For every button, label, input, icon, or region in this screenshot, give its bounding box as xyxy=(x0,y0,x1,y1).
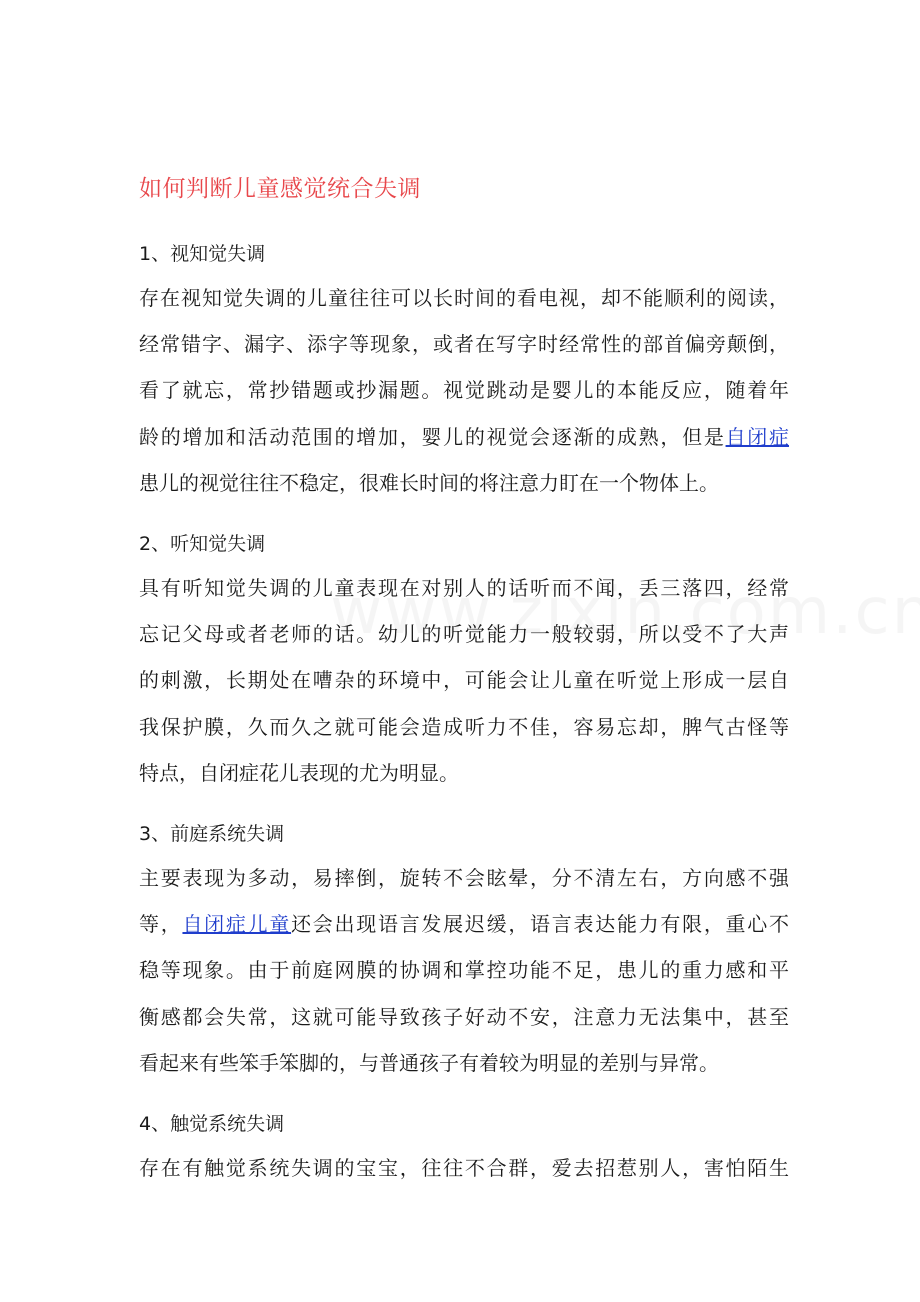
autism-link[interactable]: 自闭症 xyxy=(725,424,790,449)
text-line: 的刺激，长期处在嘈杂的环境中，可能会让儿童在听觉上形成一层自 xyxy=(139,668,789,693)
text-line xyxy=(139,414,789,460)
text-line: 特点，自闭症花儿表现的尤为明显。 xyxy=(139,760,459,785)
section-paragraph xyxy=(139,275,789,506)
text-segment: 龄的增加和活动范围的增加，婴儿的视觉会逐渐的成熟，但是 xyxy=(139,424,726,449)
text-line: 存在有触觉系统失调的宝宝，往往不合群，爱去招惹别人，害怕陌生 xyxy=(139,1156,789,1180)
autistic-children-link[interactable]: 自闭症儿童 xyxy=(182,912,292,937)
section-heading: 4、触觉系统失调 xyxy=(139,1113,285,1135)
text-line: 主要表现为多动，易摔倒，旋转不会眩晕，分不清左右，方向感不强 xyxy=(139,866,789,890)
section-heading: 1、视知觉失调 xyxy=(139,243,266,265)
text-line: 看了就忘，常抄错题或抄漏题。视觉跳动是婴儿的本能反应，随着年 xyxy=(139,378,789,403)
section-paragraph xyxy=(139,565,789,796)
text-line: 稳等现象。由于前庭网膜的协调和掌控功能不足，患儿的重力感和平 xyxy=(139,958,789,983)
text-line: 存在视知觉失调的儿童往往可以长时间的看电视，却不能顺利的阅读， xyxy=(139,286,789,310)
section-paragraph xyxy=(139,1145,789,1191)
text-line: 经常错字、漏字、添字等现象，或者在写字时经常性的部首偏旁颠倒， xyxy=(139,332,789,357)
text-segment: 还会出现语言发展迟缓，语言表达能力有限，重心不 xyxy=(291,912,790,937)
section-heading: 2、听知觉失调 xyxy=(139,533,266,555)
section-heading: 3、前庭系统失调 xyxy=(139,823,285,845)
text-line xyxy=(139,901,789,947)
text-line: 具有听知觉失调的儿童表现在对别人的话听而不闻，丢三落四，经常 xyxy=(139,576,789,600)
text-line: 看起来有些笨手笨脚的，与普通孩子有着较为明显的差别与异常。 xyxy=(139,1050,719,1075)
text-segment: 等， xyxy=(139,912,183,937)
text-line: 忘记父母或者老师的话。幼儿的听觉能力一般较弱，所以受不了大声 xyxy=(139,622,789,647)
section-paragraph xyxy=(139,855,789,1086)
text-line: 患儿的视觉往往不稳定，很难长时间的将注意力盯在一个物体上。 xyxy=(139,470,719,495)
text-line: 衡感都会失常，这就可能导致孩子好动不安，注意力无法集中，甚至 xyxy=(139,1004,789,1029)
text-line: 我保护膜，久而久之就可能会造成听力不佳，容易忘却，脾气古怪等 xyxy=(139,714,789,739)
document-title: 如何判断儿童感觉统合失调 xyxy=(139,176,421,202)
